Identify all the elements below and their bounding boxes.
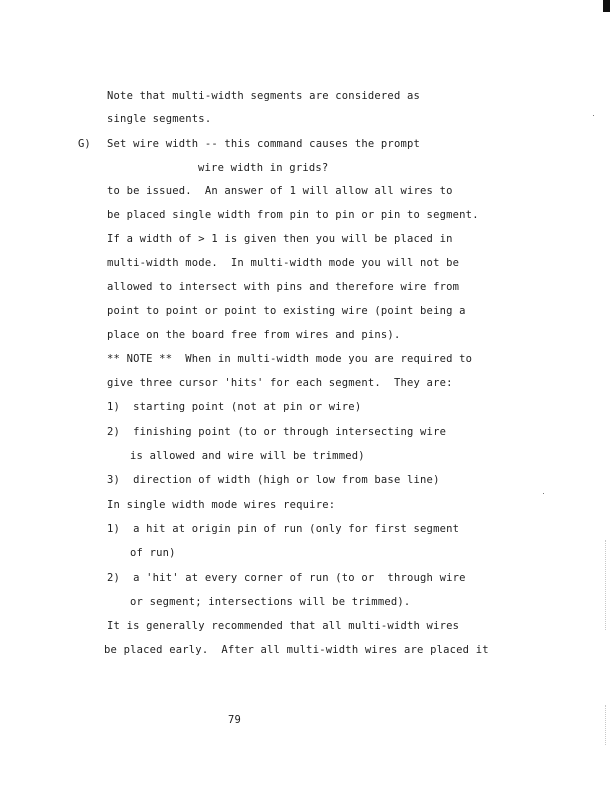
scan-speck <box>593 115 594 116</box>
text-line: allowed to intersect with pins and therefore wire from <box>107 281 460 293</box>
list-item: 2) a 'hit' at every corner of run (to or through wire <box>107 572 466 584</box>
list-item-continuation: is allowed and wire will be trimmed) <box>130 450 365 462</box>
scan-speck <box>543 493 544 494</box>
list-item: 2) finishing point (to or through intersecting wire <box>107 426 447 438</box>
list-item-continuation: or segment; intersections will be trimmed). <box>130 596 411 608</box>
prompt-text: wire width in grids? <box>198 162 329 174</box>
text-line: be placed early. After all multi-width wires are placed it <box>104 644 489 656</box>
text-line: to be issued. An answer of 1 will allow all wires to <box>107 185 453 197</box>
text-line: give three cursor 'hits' for each segment. They are: <box>107 377 453 389</box>
scan-edge-dots <box>605 540 607 630</box>
list-item-continuation: of run) <box>130 547 176 559</box>
text-line: It is generally recommended that all multi-width wires <box>107 620 460 632</box>
text-line: In single width mode wires require: <box>107 499 336 511</box>
list-item: 1) starting point (not at pin or wire) <box>107 401 362 413</box>
text-line: If a width of > 1 is given then you will be placed in <box>107 233 453 245</box>
text-line: be placed single width from pin to pin or pin to segment. <box>107 209 479 221</box>
text-line: point to point or point to existing wire (point being a <box>107 305 466 317</box>
text-line: Note that multi-width segments are considered as <box>107 90 421 102</box>
text-line: single segments. <box>107 113 212 125</box>
text-line: Set wire width -- this command causes the prompt <box>107 138 421 150</box>
list-item: 3) direction of width (high or low from base line) <box>107 474 440 486</box>
text-line: multi-width mode. In multi-width mode you will not be <box>107 257 460 269</box>
scan-edge-dots <box>605 705 607 745</box>
text-line: place on the board free from wires and pins). <box>107 329 401 341</box>
note-line: ** NOTE ** When in multi-width mode you are required to <box>107 353 473 365</box>
list-item: 1) a hit at origin pin of run (only for first segment <box>107 523 460 535</box>
page-number: 79 <box>228 714 242 726</box>
page-corner-mark <box>603 0 610 12</box>
section-marker: G) <box>78 138 91 150</box>
